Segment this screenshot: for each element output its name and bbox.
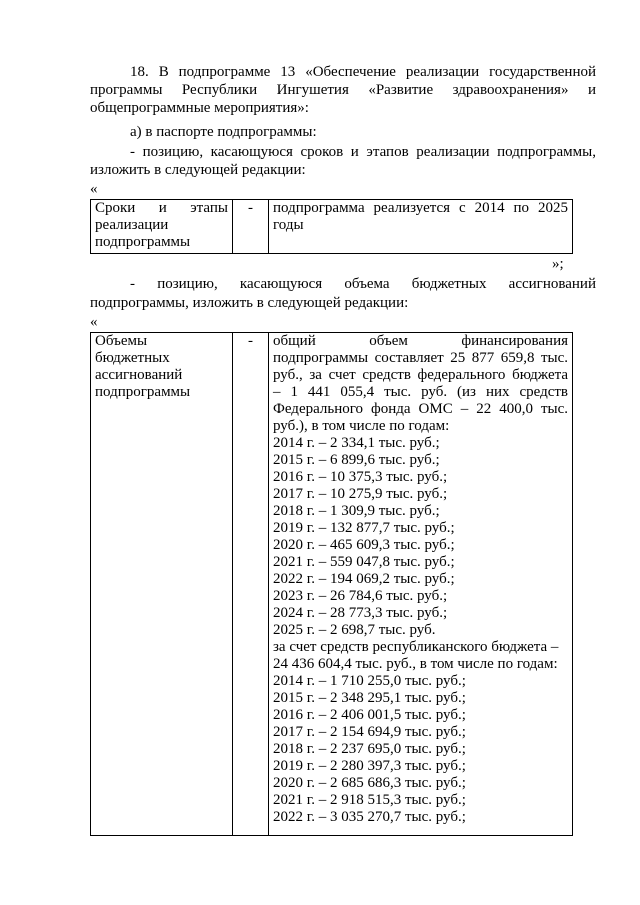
budget-label-line-4: подпрограммы <box>95 384 191 400</box>
republic-year-2018: 2018 г. – 2 237 695,0 тыс. руб.; <box>273 741 466 757</box>
position-2-line-2: подпрограммы, изложить в следующей редакции: <box>90 295 409 311</box>
federal-year-2014: 2014 г. – 2 334,1 тыс. руб.; <box>273 435 440 451</box>
federal-year-2024: 2024 г. – 28 773,3 тыс. руб.; <box>273 605 448 621</box>
table-budget-row <box>91 333 573 836</box>
budget-value-word-3: финансирования <box>461 333 568 349</box>
republic-year-2015: 2015 г. – 2 348 295,1 тыс. руб.; <box>273 690 466 706</box>
terms-value-cell <box>269 200 573 254</box>
paragraph-18-text-1: 18. В подпрограмме 13 «Обеспечение реализации государственной <box>130 64 596 80</box>
budget-value-line-2: подпрограммы составляет 25 877 659,8 тыс. <box>273 350 568 366</box>
terms-label-word-2: и <box>158 200 167 216</box>
paragraph-18-line-2: программы Республики Ингушетия «Развитие здравоохранения» и <box>90 82 596 98</box>
federal-year-2022: 2022 г. – 194 069,2 тыс. руб.; <box>273 571 455 587</box>
position-2-text-1: - позицию, касающуюся объема бюджетных ассигнований <box>130 276 596 292</box>
position-1-line-2: изложить в следующей редакции: <box>90 162 306 178</box>
terms-value-line-1: подпрограмма реализуется с 2014 по 2025 <box>273 200 568 216</box>
republic-year-2020: 2020 г. – 2 685 686,3 тыс. руб.; <box>273 775 466 791</box>
terms-dash-cell: - <box>233 200 269 254</box>
budget-label-cell <box>91 333 233 836</box>
position-2-line-1 <box>130 276 596 293</box>
republic-year-2016: 2016 г. – 2 406 001,5 тыс. руб.; <box>273 707 466 723</box>
republic-intro-line-1: за счет средств республиканского бюджета – <box>273 639 559 655</box>
republic-year-2021: 2021 г. – 2 918 515,3 тыс. руб.; <box>273 792 466 808</box>
republic-year-2022: 2022 г. – 3 035 270,7 тыс. руб.; <box>273 809 466 825</box>
table-terms <box>90 199 573 254</box>
republic-year-2014: 2014 г. – 1 710 255,0 тыс. руб.; <box>273 673 466 689</box>
budget-value-line-6: руб.), в том числе по годам: <box>273 418 450 434</box>
position-1-line-1: - позицию, касающуюся сроков и этапов реализации подпрограммы, <box>130 144 596 160</box>
paragraph-18-line-3: общепрограммные мероприятия»: <box>90 100 309 116</box>
budget-value-cell <box>269 333 573 836</box>
terms-label-cell <box>91 200 233 254</box>
terms-label-word-1: Сроки <box>95 200 136 216</box>
republic-intro-line-2: 24 436 604,4 тыс. руб., в том числе по годам: <box>273 656 558 672</box>
budget-label-line-1: Объемы <box>95 333 148 349</box>
federal-year-2017: 2017 г. – 10 275,9 тыс. руб.; <box>273 486 448 502</box>
budget-label-line-3: ассигнований <box>95 367 183 383</box>
open-quote-1: « <box>90 181 98 197</box>
close-quote-1: »; <box>552 256 564 272</box>
paragraph-18-line-1 <box>130 64 596 81</box>
budget-value-word-1: общий <box>273 333 316 349</box>
terms-label-line-1 <box>95 200 228 217</box>
federal-year-2019: 2019 г. – 132 877,7 тыс. руб.; <box>273 520 455 536</box>
table-budget <box>90 332 573 836</box>
federal-year-2016: 2016 г. – 10 375,3 тыс. руб.; <box>273 469 448 485</box>
subitem-a: а) в паспорте подпрограммы: <box>130 124 317 140</box>
federal-year-2020: 2020 г. – 465 609,3 тыс. руб.; <box>273 537 455 553</box>
federal-year-2021: 2021 г. – 559 047,8 тыс. руб.; <box>273 554 455 570</box>
budget-dash-cell: - <box>233 333 269 836</box>
budget-value-line-5: Федерального фонда ОМС – 22 400,0 тыс. <box>273 401 568 417</box>
republic-year-2017: 2017 г. – 2 154 694,9 тыс. руб.; <box>273 724 466 740</box>
federal-year-2023: 2023 г. – 26 784,6 тыс. руб.; <box>273 588 448 604</box>
table-terms-row <box>91 200 573 254</box>
budget-value-line-3: руб., за счет средств федерального бюджета <box>273 367 568 383</box>
budget-label-line-2: бюджетных <box>95 350 170 366</box>
budget-value-line-1 <box>273 333 568 350</box>
terms-label-word-3: этапы <box>190 200 228 216</box>
federal-year-2025: 2025 г. – 2 698,7 тыс. руб. <box>273 622 436 638</box>
open-quote-2: « <box>90 314 98 330</box>
federal-year-2015: 2015 г. – 6 899,6 тыс. руб.; <box>273 452 440 468</box>
terms-label-line-3: подпрограммы <box>95 234 191 250</box>
terms-label-line-2: реализации <box>95 217 169 233</box>
federal-year-2018: 2018 г. – 1 309,9 тыс. руб.; <box>273 503 440 519</box>
republic-year-2019: 2019 г. – 2 280 397,3 тыс. руб.; <box>273 758 466 774</box>
budget-value-word-2: объем <box>369 333 408 349</box>
terms-value-line-2: годы <box>273 217 304 233</box>
budget-value-line-4: – 1 441 055,4 тыс. руб. (из них средств <box>273 384 568 400</box>
